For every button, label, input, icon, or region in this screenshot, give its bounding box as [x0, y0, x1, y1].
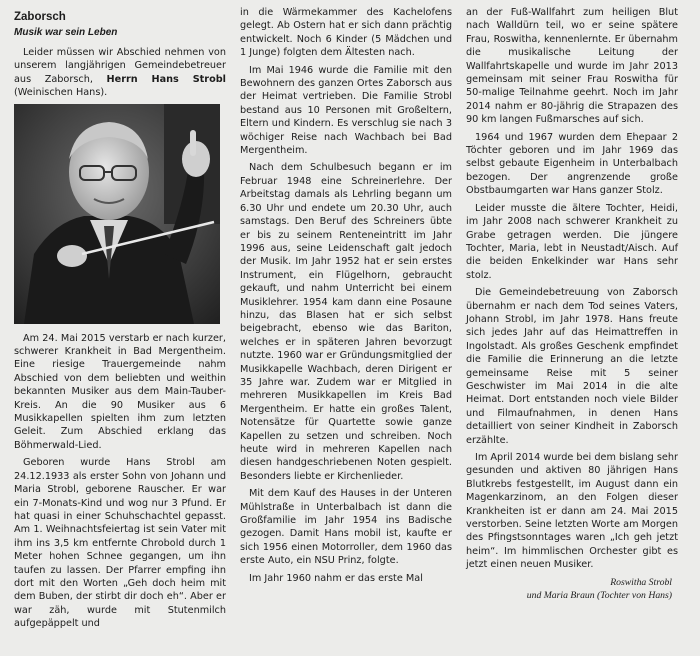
- column-1: [14, 6, 226, 656]
- body-paragraph: Die Gemeindebetreuung von Zaborsch übernahm er nach dem Tod seines Vaters, Johann Strobl, im Jahr 1978. Hans freute sich jedes Jahr auf das Heimattreffen in Ingolstadt. Als großes Geschenk empfindet die Familie die Erinnerung an die letzte gemeinsame Reise mit 5 seiner Geschwister im Mai 2014 in die alte Heimat. Dort entstanden noch viele Bilder und Filmaufnahmen, in denen Hans detailliert von seiner Kindheit in Zaborsch erzählte.: [466, 287, 678, 446]
- article-subtitle: Musik war sein Leben: [14, 27, 118, 38]
- conductor-illustration: [14, 104, 220, 324]
- signature: [466, 576, 672, 602]
- column-2: [240, 6, 452, 656]
- body-paragraph: in die Wärmekammer des Kachelofens gelegt. Ab Ostern hat er sich dann prächtig entwickelt. Noch 6 Kinder (5 Mädchen und 1 Junge) folgten dem Ältesten nach.: [240, 7, 452, 59]
- body-paragraph: Im April 2014 wurde bei dem bislang sehr gesunden und aktiven 80 jährigen Hans Blutkrebs festgestellt, im August dann ein Magenkarzinom, an den Folgen dieser Krankheiten ist er dann am 24. Mai 2015 verstorben. Seine letzten Worte am Morgen des Pfingstsonntages waren „Ich geh jetzt heim“. Im himmlischen Orchester gibt es jetzt einen neuen Musiker.: [466, 452, 678, 571]
- portrait-photo: [14, 104, 220, 324]
- body-paragraph: Im Jahr 1960 nahm er das erste Mal: [249, 572, 423, 584]
- body-paragraph: Mit dem Kauf des Hauses in der Unteren Mühlstraße in Unterbalbach ist dann die Großfamilie im Jahr 1954 ins Badische gezogen. Damit Hans mobil ist, kaufte er sich 1956 einen Motorroller, dem 1960 das erste Auto, ein NSU Prinz, folgte.: [240, 488, 452, 567]
- body-paragraph: Leider musste die ältere Tochter, Heidi, im Jahr 2008 nach schwerer Krankheit zu Grabe getragen werden. Die jüngere Tochter, Maria, lebt in Neustadt/Aisch. Auf die beiden Enkelkinder war Hans sehr stolz.: [466, 202, 678, 281]
- article-title: Zaborsch: [14, 11, 66, 23]
- signature-line-1: Roswitha Strobl: [610, 576, 672, 588]
- body-paragraph: Am 24. Mai 2015 verstarb er nach kurzer, schwerer Krankheit in Bad Mergentheim. Eine riesige Trauergemeinde nahm Abschied von dem beliebten und weithin bekannten Musiker aus dem Main-Tauber-Kreis. An die 90 Musiker aus 6 Musikkapellen spielten ihm zum letzten Geleit. Zum Abschied erklang das Böhmerwald-Lied.: [14, 332, 226, 451]
- signature-line-2: und Maria Braun (Tochter von Hans): [526, 589, 672, 601]
- body-paragraph: 1964 und 1967 wurden dem Ehepaar 2 Töchter geboren und im Jahr 1969 das selbst gebaute Eigenheim in Unterbalbach bezogen. Der angrenzende große Obstbaumgarten war Hans ganzer Stolz.: [466, 131, 678, 197]
- body-paragraph: an der Fuß-Wallfahrt zum heiligen Blut nach Walldürn teil, wo er seine spätere Frau, Roswitha, kennenlernte. Er übernahm die musikalische Leitung der Wallfahrtskapelle und wurde im Jahr 2013 gemeinsam mit seiner Frau Roswitha für 50-malige Teilnahme geehrt. Noch im Jahr 2014 nahm er 80-jährig die Strapazen des 90 km langen Fußmarsches auf sich.: [466, 7, 678, 126]
- column-3: [466, 6, 678, 656]
- intro-name: Herrn Hans Strobl: [106, 73, 226, 85]
- intro-text-end: (Weinischen Hans).: [14, 87, 108, 99]
- intro-paragraph: [14, 46, 226, 100]
- intro-text: Leider müssen wir Abschied nehmen von unserem langjährigen Gemeindebetreuer aus Zaborsch,: [14, 47, 226, 85]
- body-paragraph: Geboren wurde Hans Strobl am 24.12.1933 als erster Sohn von Johann und Maria Strobl, geborene Rauscher. Er war ein 7-Monats-Kind und wog nur 3 Pfund. Er hat quasi in einer Schuhschachtel gepasst. Am 1. Weihnachtsfeiertag ist sein Vater mit ihm ins 3,5 km entfernte Chrobold durch 1 Meter hohen Schnee gegangen, um ihn taufen zu lassen. Der Pfarrer empfing ihn dort mit den Worten „Geh doch heim mit dem Buben, der stirbt dir doch eh“. Aber er war zäh, wurde mit Stutenmilch aufgepäppelt und: [14, 457, 226, 630]
- body-paragraph: Nach dem Schulbesuch begann er im Februar 1948 eine Schreinerlehre. Der Arbeitstag damals als Lehrling begann um 6.30 Uhr und endete um 20.30 Uhr, auch samstags. Den Beruf des Schreiners übte er bis zu seinem Renteneintritt im Jahr 1996 aus, seine Leidenschaft galt jedoch der Musik. Im Jahr 1952 hat er sein erstes Instrument, ein Flügelhorn, gebraucht gekauft, und nahm Unterricht bei einem Musiklehrer. 1954 kam dann eine Posaune hinzu, das Blasen hat er sich selbst beigebracht, ebenso wie das Bariton, welches er in späteren Jahren bevorzugt nutzte. 1960 war er Gründungsmitglied der Musikkapelle Wachbach, deren Dirigent er 35 Jahre war. Zudem war er Mitglied in mehreren Musikkapellen im Kreis Bad Mergentheim. Er hatte ein großes Talent, Notensätze für Quartette sowie ganze Kapellen zu setzen und schreiben. Noch heute wird in mehreren Kapellen nach diesen handgeschriebenen Noten gespielt. Besonders liebte er Kirchenlieder.: [240, 162, 452, 482]
- body-paragraph: Im Mai 1946 wurde die Familie mit den Bewohnern des ganzen Ortes Zaborsch aus der Heimat vertrieben. Die Familie Strobl bestand aus 10 Personen mit Großeltern, Eltern und Kindern. Es verschlug sie nach 3 wöchiger Reise nach Wachbach bei Bad Mergentheim.: [240, 64, 452, 157]
